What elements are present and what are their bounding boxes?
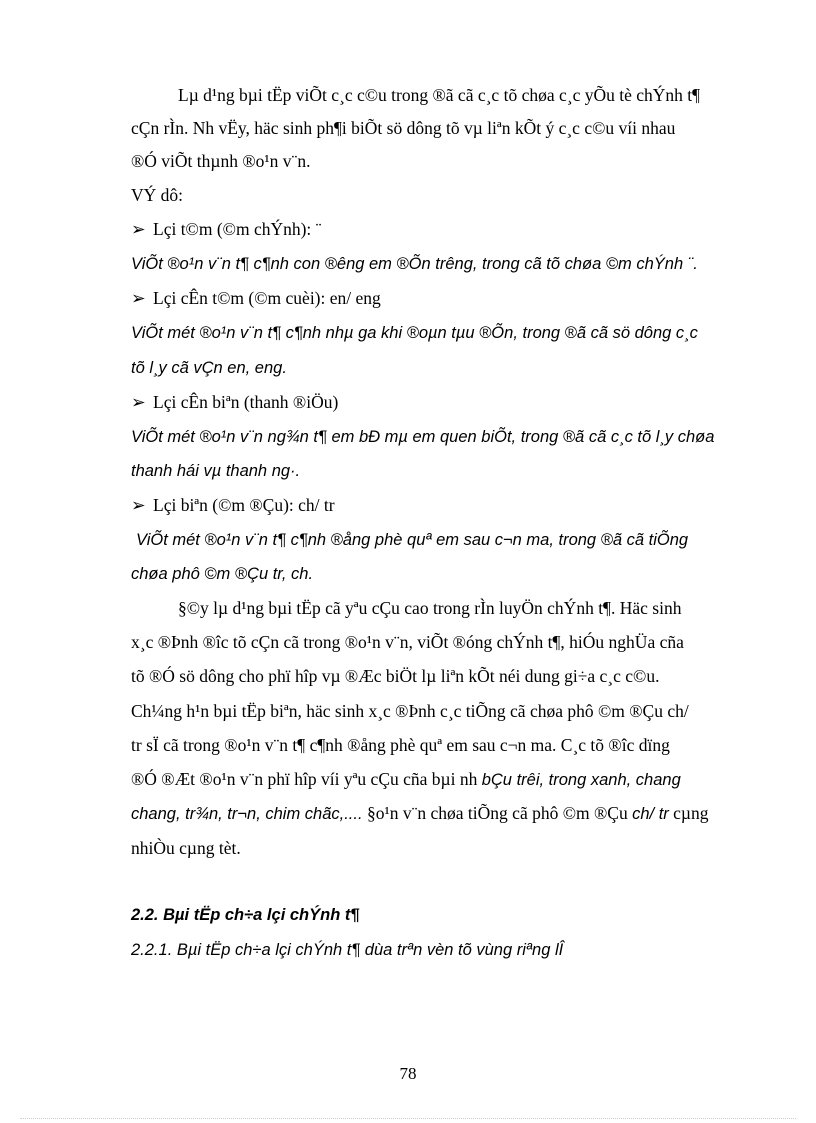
- section-heading: 2.2. Bµi tËp ch÷a lçi chÝnh t¶: [131, 906, 360, 924]
- text-segment: cµng: [673, 803, 709, 823]
- text-line: nhiÒu cµng tèt.: [131, 838, 241, 858]
- text-line: ®Ó viÕt thµnh ®o¹n v¨n.: [131, 151, 311, 171]
- text-segment: ®Ó ®Æt ®o¹n v¨n phï hîp víi yªu cÇu cña bµi nh: [131, 769, 478, 789]
- text-line: Lçi t©m (©m chÝnh): ¨: [153, 219, 322, 239]
- text-segment-italic: ch/ tr: [632, 805, 669, 823]
- text-line: tõ l¸y cã vÇn en, eng.: [131, 359, 287, 377]
- page-number: 78: [399, 1064, 417, 1083]
- bullet-item: [131, 287, 381, 309]
- text-line: Lçi biªn (©m ®Çu): ch/ tr: [153, 495, 335, 515]
- text-segment-italic: bÇu trêi, trong xanh, chang: [481, 771, 681, 789]
- text-line: VÝ dô:: [131, 185, 184, 205]
- text-line: cÇn rÌn. Nh vËy, häc sinh ph¶i biÕt sö dông tõ vµ liªn kÕt ý c¸c c©u víi nhau: [131, 118, 676, 138]
- text-line: Lçi cÊn biªn (thanh ®iÖu): [153, 392, 339, 412]
- text-line: Lµ d¹ng bµi tËp viÕt c¸c c©u trong ®ã cã c¸c tõ chøa c¸c yÕu tè chÝnh t¶: [178, 85, 701, 105]
- text-line: ViÕt mét ®o¹n v¨n t¶ c¶nh nhµ ga khi ®oµn tµu ®Õn, trong ®ã cã sö dông c¸c: [131, 324, 698, 342]
- text-segment: §o¹n v¨n chøa tiÕng cã phô ©m ®Çu: [366, 803, 628, 823]
- text-segment-italic: chang, tr¾n, tr¬n, chim chãc,....: [131, 805, 363, 823]
- arrow-bullet-icon: ➢: [131, 288, 146, 308]
- text-line: tr sÏ cã trong ®o¹n v¨n t¶ c¶nh ®ång phè quª em sau c¬n ma. C¸c tõ ®îc dïng: [131, 735, 670, 755]
- text-line: Lçi cÊn t©m (©m cuèi): en/ eng: [153, 288, 381, 308]
- text-line: ViÕt mét ®o¹n v¨n ng¾n t¶ em bÐ mµ em quen biÕt, trong ®ã cã c¸c tõ l¸y chøa: [131, 428, 715, 446]
- text-line-mixed: [131, 768, 681, 791]
- arrow-bullet-icon: ➢: [131, 495, 146, 515]
- text-line: tõ ®Ó sö dông cho phï hîp vµ ®Æc biÖt lµ liªn kÕt néi dung gi÷a c¸c c©u.: [131, 666, 660, 686]
- text-line: x¸c ®Þnh ®îc tõ cÇn cã trong ®o¹n v¨n, viÕt ®óng chÝnh t¶, hiÓu nghÜa cña: [131, 632, 684, 652]
- subsection-heading: 2.2.1. Bµi tËp ch÷a lçi chÝnh t¶ dùa trªn vèn tõ vùng riªng lÎ: [131, 941, 564, 959]
- text-line: Ch¼ng h¹n bµi tËp biªn, häc sinh x¸c ®Þnh c¸c tiÕng cã chøa phô ©m ®Çu ch/: [131, 701, 689, 721]
- text-line: thanh hái vµ thanh ng·.: [131, 462, 301, 480]
- text-line: ViÕt mét ®o¹n v¨n t¶ c¶nh ®ång phè quª em sau c¬n ma, trong ®ã cã tiÕng: [136, 531, 689, 549]
- bullet-item: [131, 494, 335, 516]
- text-line: §©y lµ d¹ng bµi tËp cã yªu cÇu cao trong rÌn luyÖn chÝnh t¶. Häc sinh: [178, 598, 682, 618]
- footer-divider: [20, 1118, 796, 1119]
- text-line: chøa phô ©m ®Çu tr, ch.: [131, 565, 314, 583]
- text-line-mixed: [131, 802, 709, 825]
- arrow-bullet-icon: ➢: [131, 219, 146, 239]
- bullet-item: [131, 218, 322, 240]
- arrow-bullet-icon: ➢: [131, 392, 146, 412]
- bullet-item: [131, 391, 338, 413]
- text-line: ViÕt ®o¹n v¨n t¶ c¶nh con ®êng em ®Õn trêng, trong cã tõ chøa ©m chÝnh ¨.: [131, 255, 698, 273]
